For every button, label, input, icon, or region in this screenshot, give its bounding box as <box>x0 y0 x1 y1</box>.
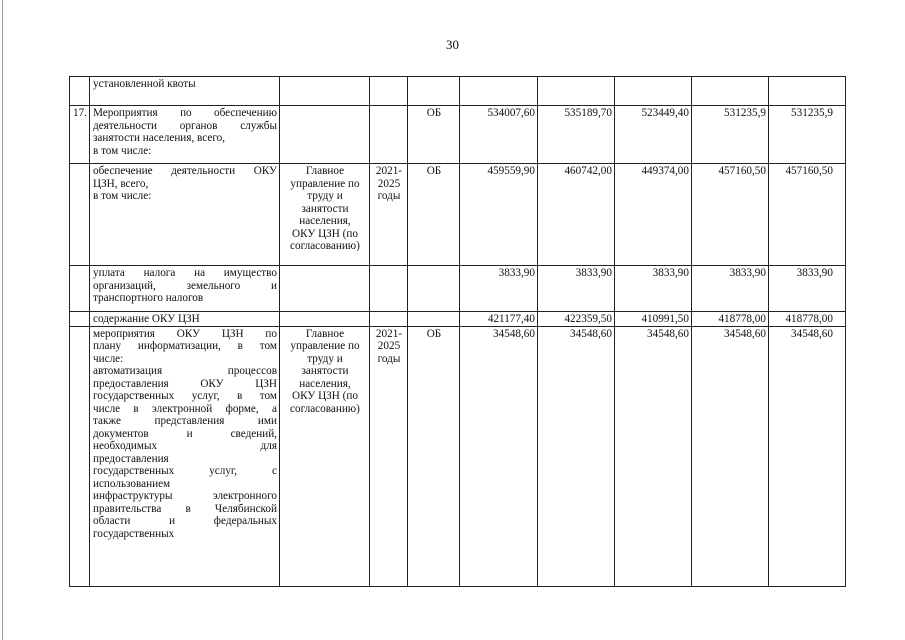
amount-cell: 34548,60 <box>691 326 768 586</box>
term-cell <box>369 266 407 312</box>
executor-cell <box>279 312 369 327</box>
executor-cell <box>279 326 369 586</box>
description-line: деятельности органов службы <box>92 119 277 132</box>
term-cell <box>369 106 407 164</box>
amount-cell <box>614 77 691 106</box>
amount-cell <box>691 77 768 106</box>
amount-cell: 457160,50 <box>768 164 845 266</box>
table-row <box>70 164 846 266</box>
executor-line: занятости <box>301 365 349 377</box>
description-line: предоставления ОКУ ЦЗН <box>92 377 277 390</box>
measure-description-cell <box>89 106 279 164</box>
description-line: уплата налога на имущество <box>92 267 277 279</box>
term-cell <box>369 77 407 106</box>
description-line: инфраструктуры электронного <box>92 490 277 502</box>
description-line: Мероприятия по обеспечению <box>92 107 277 119</box>
term-line: годы <box>377 190 401 202</box>
description-line: в том числе: <box>92 190 152 202</box>
table-row <box>70 266 846 312</box>
table-row <box>70 312 846 327</box>
amount-cell <box>459 77 537 106</box>
description-line: автоматизация процессов <box>92 365 277 377</box>
executor-line: труду и <box>307 352 343 365</box>
amount-cell: 34548,60 <box>614 326 691 586</box>
funding-source-cell: ОБ <box>407 164 459 266</box>
amount-cell: 534007,60 <box>459 106 537 164</box>
description-line: в том числе: <box>92 144 152 157</box>
row-number-cell <box>70 326 90 586</box>
executor-line: населения, <box>299 215 351 227</box>
term-line: 2025 <box>377 340 401 352</box>
description-line: числе в электронной форме, а <box>92 402 277 415</box>
executor-line: занятости <box>301 202 349 215</box>
description-line: необходимых для <box>92 440 277 452</box>
executor-line: управление по <box>290 177 360 190</box>
description-line: установленной квоты <box>92 78 196 90</box>
description-line: правительства в Челябинской <box>92 502 277 515</box>
page-edge-line <box>2 0 3 640</box>
funding-source-cell: ОБ <box>407 326 459 586</box>
amount-cell: 449374,00 <box>614 164 691 266</box>
description-line: транспортного налогов <box>92 292 204 304</box>
term-cell <box>369 164 407 266</box>
executor-line: управление по <box>290 340 360 352</box>
executor-line: согласованию) <box>290 240 360 252</box>
description-line: государственных <box>92 527 175 540</box>
table-row <box>70 106 846 164</box>
executor-line: труду и <box>307 190 343 202</box>
term-cell <box>369 312 407 327</box>
description-line: занятости населения, всего, <box>92 132 226 144</box>
executor-line: Главное <box>305 327 345 340</box>
measure-description-cell <box>89 326 279 586</box>
amount-cell: 3833,90 <box>614 266 691 312</box>
funding-source-cell <box>407 77 459 106</box>
page-number: 30 <box>446 37 459 52</box>
amount-cell: 3833,90 <box>768 266 845 312</box>
executor-line: Главное <box>305 165 345 177</box>
funding-source-cell <box>407 266 459 312</box>
row-number-cell <box>70 164 90 266</box>
executor-cell <box>279 77 369 106</box>
row-number-cell <box>70 312 90 327</box>
description-line: мероприятия ОКУ ЦЗН по <box>92 327 277 340</box>
amount-cell: 531235,9 <box>691 106 768 164</box>
amount-cell: 410991,50 <box>614 312 691 327</box>
executor-cell <box>279 164 369 266</box>
amount-cell: 34548,60 <box>459 326 537 586</box>
amount-cell: 535189,70 <box>537 106 614 164</box>
executor-line: ОКУ ЦЗН (по <box>292 390 358 402</box>
executor-line: согласованию) <box>290 402 360 415</box>
measure-description-cell <box>89 77 279 106</box>
measure-description-cell <box>89 164 279 266</box>
measure-description-cell <box>89 312 279 327</box>
description-line: также представления ими <box>92 415 277 427</box>
term-cell <box>369 326 407 586</box>
amount-cell: 531235,9 <box>768 106 845 164</box>
row-number-cell <box>70 77 90 106</box>
amount-cell: 418778,00 <box>691 312 768 327</box>
amount-cell: 422359,50 <box>537 312 614 327</box>
description-line: организаций, земельного и <box>92 279 277 292</box>
funding-source-cell: ОБ <box>407 106 459 164</box>
amount-cell: 459559,90 <box>459 164 537 266</box>
amount-cell <box>537 77 614 106</box>
amount-cell: 34548,60 <box>768 326 845 586</box>
executor-cell <box>279 266 369 312</box>
term-line: годы <box>377 352 401 365</box>
table-body <box>70 77 846 587</box>
amount-cell: 523449,40 <box>614 106 691 164</box>
executor-line: населения, <box>299 377 351 390</box>
term-line: 2021- <box>375 165 403 177</box>
table-row <box>70 326 846 586</box>
executor-cell <box>279 106 369 164</box>
description-line: государственных услуг, с <box>92 465 277 477</box>
amount-cell: 3833,90 <box>691 266 768 312</box>
description-line: обеспечение деятельности ОКУ <box>92 165 277 177</box>
term-line: 2025 <box>377 177 401 190</box>
amount-cell: 3833,90 <box>459 266 537 312</box>
amount-cell: 34548,60 <box>537 326 614 586</box>
description-line: области и федеральных <box>92 515 277 527</box>
description-line: плану информатизации, в том <box>92 340 277 352</box>
amount-cell: 460742,00 <box>537 164 614 266</box>
description-line: документов и сведений, <box>92 427 277 440</box>
amount-cell <box>768 77 845 106</box>
amount-cell: 3833,90 <box>537 266 614 312</box>
amount-cell: 457160,50 <box>691 164 768 266</box>
description-line: предоставления <box>92 452 169 465</box>
row-number-cell <box>70 266 90 312</box>
term-line: 2021- <box>375 327 403 340</box>
amount-cell: 421177,40 <box>459 312 537 327</box>
funding-source-cell <box>407 312 459 327</box>
table-row <box>70 77 846 106</box>
description-line: ЦЗН, всего, <box>92 177 149 190</box>
description-line: содержание ОКУ ЦЗН <box>92 313 200 325</box>
executor-line: ОКУ ЦЗН (по <box>292 227 358 240</box>
row-number-cell: 17. <box>70 106 90 164</box>
amount-cell: 418778,00 <box>768 312 845 327</box>
description-line: числе: <box>92 352 124 365</box>
description-line: использованием <box>92 477 171 490</box>
measure-description-cell <box>89 266 279 312</box>
program-measures-table <box>69 76 846 587</box>
description-line: государственных услуг, в том <box>92 390 277 402</box>
